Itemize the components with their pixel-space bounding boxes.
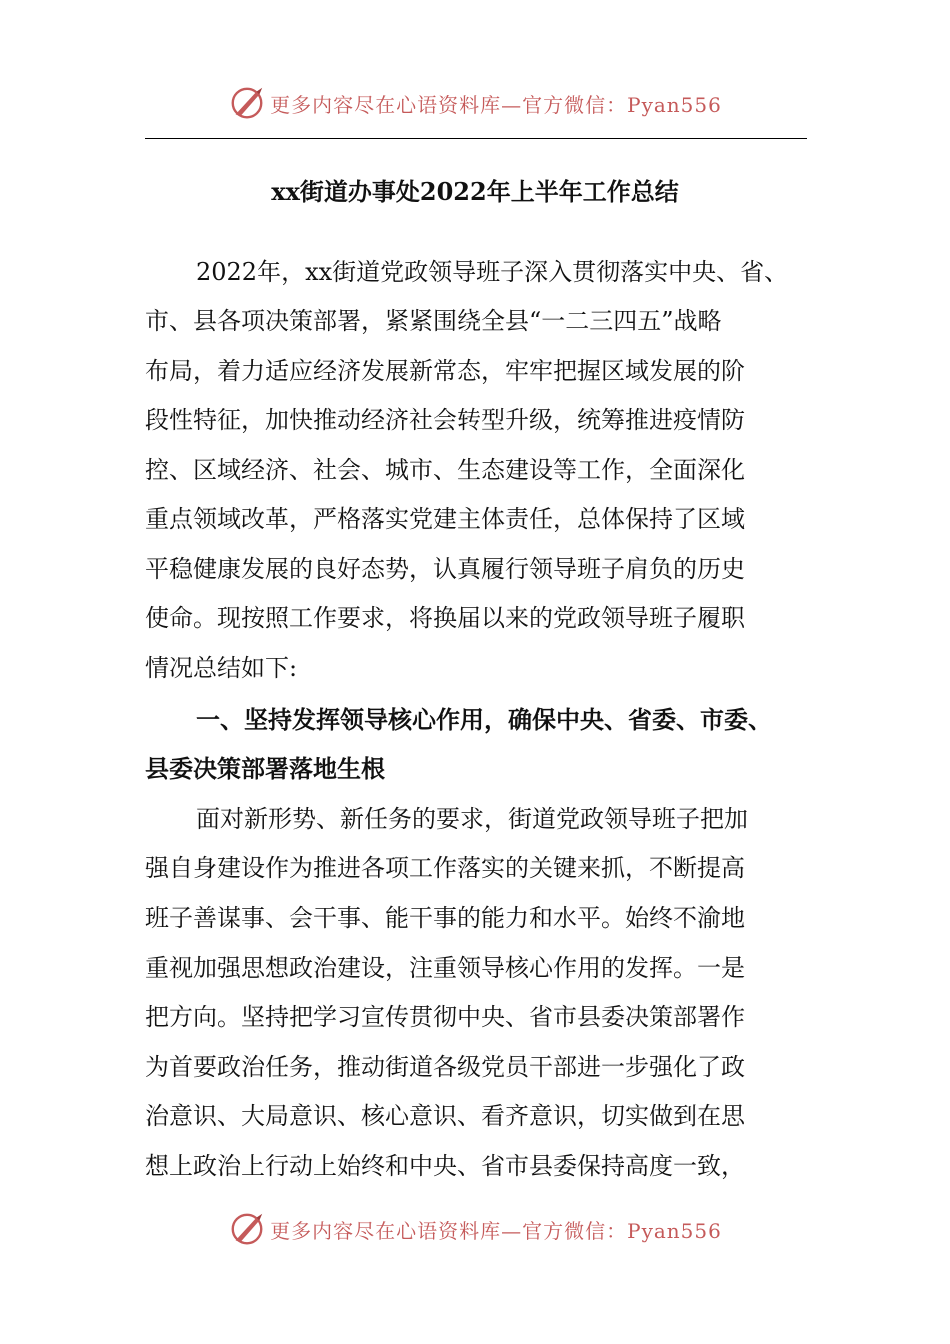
section-heading-line: 县委决策部署落地生根 bbox=[145, 755, 385, 783]
quill-logo-icon bbox=[228, 84, 266, 122]
page-header-banner bbox=[0, 80, 950, 126]
header-divider bbox=[145, 138, 807, 139]
document-title: xx街道办事处2022年上半年工作总结 bbox=[271, 177, 679, 206]
paragraph-line: 市、县各项决策部署，紧紧围绕全县“一二三四五”战略 bbox=[145, 307, 722, 335]
quill-logo-icon bbox=[228, 1210, 266, 1248]
paragraph-line: 平稳健康发展的良好态势，认真履行领导班子肩负的历史 bbox=[145, 555, 745, 583]
paragraph-line: 重点领域改革，严格落实党建主体责任，总体保持了区域 bbox=[145, 505, 745, 533]
paragraph-line: 为首要政治任务，推动街道各级党员干部进一步强化了政 bbox=[145, 1053, 745, 1081]
paragraph-line: 使命。现按照工作要求，将换届以来的党政领导班子履职 bbox=[145, 604, 745, 632]
header-banner-text: 更多内容尽在心语资料库—官方微信：Pyan556 bbox=[270, 92, 722, 117]
paragraph-line: 2022年，xx街道党政领导班子深入贯彻落实中央、省、 bbox=[196, 258, 789, 286]
section-heading-line: 一、坚持发挥领导核心作用，确保中央、省委、市委、 bbox=[196, 706, 772, 734]
paragraph-line: 想上政治上行动上始终和中央、省市县委保持高度一致， bbox=[145, 1152, 745, 1180]
paragraph-line: 强自身建设作为推进各项工作落实的关键来抓，不断提高 bbox=[145, 854, 745, 882]
paragraph-line: 段性特征，加快推动经济社会转型升级，统筹推进疫情防 bbox=[145, 406, 745, 434]
paragraph-line: 重视加强思想政治建设，注重领导核心作用的发挥。一是 bbox=[145, 954, 745, 982]
footer-banner-text: 更多内容尽在心语资料库—官方微信：Pyan556 bbox=[270, 1218, 722, 1243]
paragraph-line: 控、区域经济、社会、城市、生态建设等工作，全面深化 bbox=[145, 456, 745, 484]
paragraph-line: 把方向。坚持把学习宣传贯彻中央、省市县委决策部署作 bbox=[145, 1003, 745, 1031]
paragraph-line: 班子善谋事、会干事、能干事的能力和水平。始终不渝地 bbox=[145, 904, 745, 932]
paragraph-line: 治意识、大局意识、核心意识、看齐意识，切实做到在思 bbox=[145, 1102, 745, 1130]
page-footer-banner bbox=[0, 1206, 950, 1252]
paragraph-line: 面对新形势、新任务的要求，街道党政领导班子把加 bbox=[196, 805, 748, 833]
paragraph-line: 情况总结如下: bbox=[145, 654, 298, 682]
paragraph-line: 布局，着力适应经济发展新常态，牢牢把握区域发展的阶 bbox=[145, 357, 745, 385]
